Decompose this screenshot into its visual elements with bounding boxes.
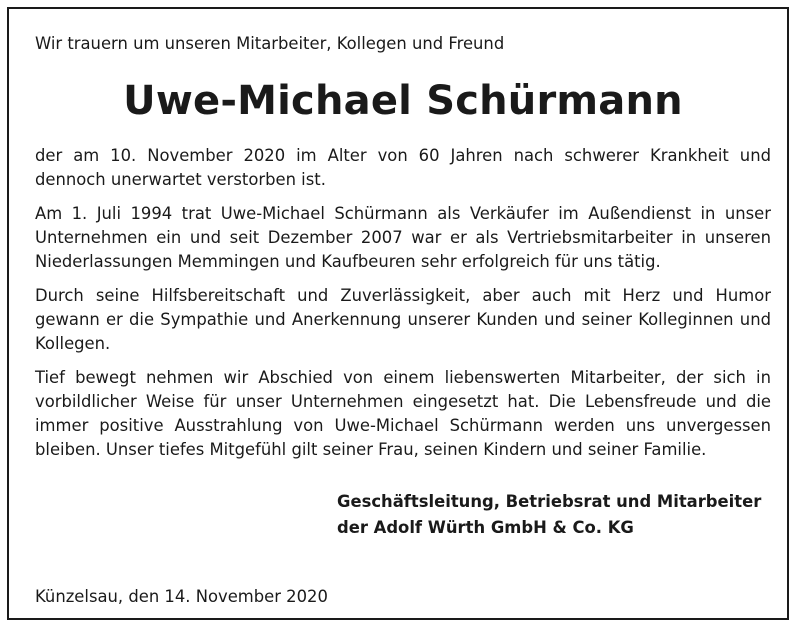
paragraph-death-info: der am 10. November 2020 im Alter von 60 Jahren nach schwerer Krankheit und dennoch unerwartet verstorben ist. — [35, 146, 771, 189]
deceased-name: Uwe-Michael Schürmann — [123, 78, 683, 124]
paragraph-career: Am 1. Juli 1994 trat Uwe-Michael Schürmann als Verkäufer im Außendienst in unser Unternehmen ein und seit Dezember 2007 war er als Vertriebsmitarbeiter in unseren Niederlassungen Memmingen und Kaufbeuren sehr erfolgreich für uns tätig. — [35, 204, 771, 271]
notice-content — [35, 32, 771, 541]
signature-line-1: Geschäftsleitung, Betriebsrat und Mitarbeiter — [337, 492, 762, 511]
place-date: Künzelsau, den 14. November 2020 — [35, 587, 328, 606]
paragraph-farewell: Tief bewegt nehmen wir Abschied von einem liebenswerten Mitarbeiter, der sich in vorbildlicher Weise für unser Unternehmen eingesetzt hat. Die Lebensfreude und die immer positive Ausstrahlung von Uwe-Michael Schürmann werden uns unvergessen bleiben. Unser tiefes Mitgefühl gilt seiner Frau, seinen Kindern und seiner Familie. — [35, 368, 771, 459]
paragraph-character: Durch seine Hilfsbereitschaft und Zuverlässigkeit, aber auch mit Herz und Humor gewann er die Sympathie und Anerkennung unserer Kunden und seiner Kolleginnen und Kollegen. — [35, 286, 771, 353]
signature-block — [35, 489, 771, 541]
intro-line: Wir trauern um unseren Mitarbeiter, Kollegen und Freund — [35, 34, 505, 53]
signature-line-2: der Adolf Würth GmbH & Co. KG — [337, 518, 634, 537]
obituary-notice — [7, 7, 789, 620]
